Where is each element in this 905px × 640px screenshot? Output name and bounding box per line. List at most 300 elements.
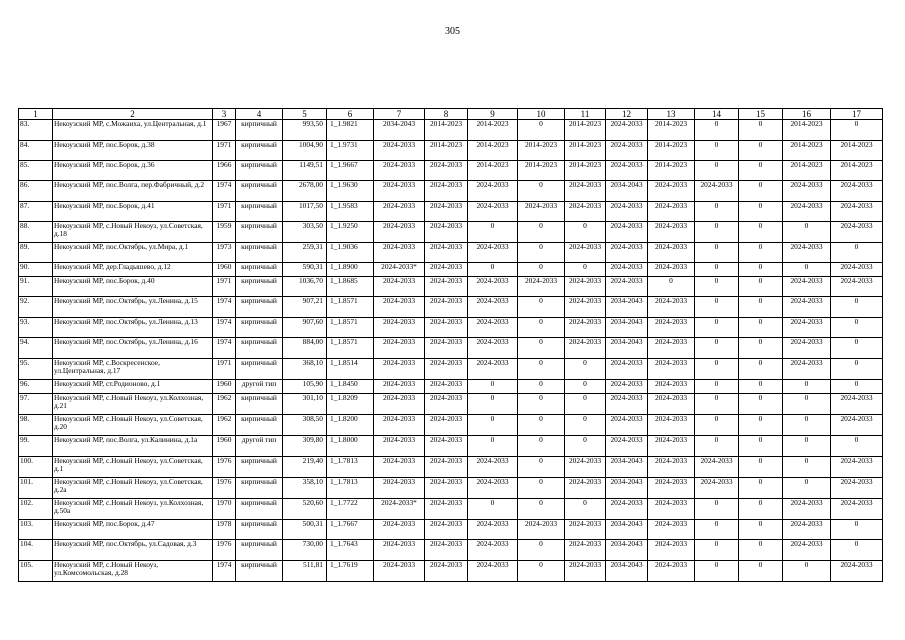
year-cell: 1976 [213,540,236,561]
period-cell-col-16: 2024-2033 [783,202,831,222]
row-number-cell: 93. [19,318,53,338]
period-cell-col-13: 2024-2033 [648,561,695,582]
period-cell-col-15: 0 [739,181,783,202]
period-cell-col-14: 0 [695,540,739,561]
row-number-cell: 99. [19,436,53,457]
wall-material-cell: кирпичный [236,161,283,181]
period-cell-col-17: 0 [831,380,883,394]
wall-material-cell: кирпичный [236,394,283,415]
row-number-cell: 102. [19,499,53,520]
table-header-row [19,109,883,120]
period-cell-col-14: 0 [695,202,739,222]
area-cell: 511,81 [283,561,327,582]
period-cell-col-14: 0 [695,297,739,318]
period-cell-col-12: 2024-2033 [606,436,648,457]
period-cell-col-11: 0 [565,359,606,380]
period-cell-col-10: 0 [518,243,565,263]
address-cell: Некоузский МР, пос.Октябрь, ул.Садовая, д.3 [53,540,213,561]
period-cell-col-15: 0 [739,202,783,222]
period-cell-col-15: 0 [739,394,783,415]
priority-index-cell: 1_1.8571 [327,318,374,338]
priority-index-cell: 1_1.9583 [327,202,374,222]
area-cell: 730,00 [283,540,327,561]
period-cell-col-16: 2024-2033 [783,338,831,359]
period-cell-col-12: 2034-2043 [606,561,648,582]
period-cell-col-16: 2024-2033 [783,318,831,338]
period-cell-col-15: 0 [739,263,783,277]
address-cell: Некоузский МР, дер.Гладышево, д.12 [53,263,213,277]
table-row [19,222,883,243]
period-cell-col-17: 2024-2033 [831,478,883,499]
period-cell-col-12: 2024-2033 [606,141,648,161]
area-cell: 993,50 [283,120,327,141]
period-cell-col-13: 2024-2033 [648,222,695,243]
column-header-3: 3 [213,109,236,120]
priority-index-cell: 1_1.8514 [327,359,374,380]
period-cell-col-11: 2024-2033 [565,202,606,222]
period-cell-col-11: 0 [565,436,606,457]
priority-index-cell: 1_1.7643 [327,540,374,561]
period-cell-col-17: 2024-2033 [831,222,883,243]
period-cell-col-17: 0 [831,540,883,561]
period-cell-col-10: 0 [518,263,565,277]
period-cell-col-16: 2024-2033 [783,359,831,380]
priority-index-cell: 1_1.9250 [327,222,374,243]
period-cell-col-12: 2024-2033 [606,499,648,520]
period-cell-col-10: 0 [518,561,565,582]
row-number-cell: 90. [19,263,53,277]
period-cell-col-13: 2024-2033 [648,457,695,478]
period-cell-col-7: 2024-2033 [374,222,425,243]
year-cell: 1960 [213,436,236,457]
column-header-4: 4 [236,109,283,120]
period-cell-col-7: 2024-2033 [374,380,425,394]
wall-material-cell: кирпичный [236,277,283,297]
area-cell: 500,31 [283,520,327,540]
period-cell-col-17: 2024-2033 [831,561,883,582]
address-cell: Некоузский МР, пос.Волга, пер.Фабричный, д.2 [53,181,213,202]
period-cell-col-8: 2024-2033 [425,499,468,520]
period-cell-col-11: 2014-2023 [565,120,606,141]
area-cell: 1149,51 [283,161,327,181]
period-cell-col-8: 2024-2033 [425,394,468,415]
area-cell: 1004,90 [283,141,327,161]
period-cell-col-7: 2024-2033 [374,243,425,263]
column-header-10: 10 [518,109,565,120]
period-cell-col-7: 2024-2033* [374,499,425,520]
period-cell-col-13: 2024-2033 [648,243,695,263]
priority-index-cell: 1_1.7813 [327,478,374,499]
table-row [19,478,883,499]
period-cell-col-16: 0 [783,380,831,394]
year-cell: 1971 [213,202,236,222]
period-cell-col-7: 2024-2033 [374,540,425,561]
period-cell-col-7: 2024-2033 [374,478,425,499]
address-cell: Некоузский МР, пос.Волга, ул.Калинина, д.1а [53,436,213,457]
period-cell-col-9: 2014-2023 [468,161,518,181]
period-cell-col-13: 2024-2033 [648,318,695,338]
period-cell-col-12: 2024-2033 [606,120,648,141]
period-cell-col-16: 2014-2023 [783,120,831,141]
period-cell-col-11: 2024-2033 [565,561,606,582]
period-cell-col-17: 0 [831,243,883,263]
period-cell-col-15: 0 [739,520,783,540]
row-number-cell: 83. [19,120,53,141]
period-cell-col-11: 2024-2033 [565,338,606,359]
period-cell-col-13: 2024-2033 [648,181,695,202]
period-cell-col-10: 2024-2033 [518,520,565,540]
period-cell-col-8: 2014-2023 [425,141,468,161]
area-cell: 1036,70 [283,277,327,297]
period-cell-col-10: 0 [518,359,565,380]
period-cell-col-16: 2024-2033 [783,243,831,263]
row-number-cell: 95. [19,359,53,380]
period-cell-col-16: 0 [783,436,831,457]
column-header-2: 2 [53,109,213,120]
period-cell-col-10: 2014-2023 [518,141,565,161]
period-cell-col-15: 0 [739,415,783,436]
priority-index-cell: 1_1.8200 [327,415,374,436]
year-cell: 1962 [213,415,236,436]
period-cell-col-8: 2024-2033 [425,181,468,202]
period-cell-col-16: 0 [783,561,831,582]
period-cell-col-10: 0 [518,540,565,561]
priority-index-cell: 1_1.8685 [327,277,374,297]
wall-material-cell: другой тип [236,436,283,457]
period-cell-col-11: 0 [565,415,606,436]
period-cell-col-12: 2034-2043 [606,318,648,338]
area-cell: 520,60 [283,499,327,520]
row-number-cell: 100. [19,457,53,478]
period-cell-col-11: 2024-2033 [565,181,606,202]
table-row [19,338,883,359]
row-number-cell: 94. [19,338,53,359]
wall-material-cell: кирпичный [236,243,283,263]
period-cell-col-10: 0 [518,297,565,318]
column-header-6: 6 [327,109,374,120]
priority-index-cell: 1_1.7722 [327,499,374,520]
period-cell-col-9: 2024-2033 [468,540,518,561]
period-cell-col-17: 2024-2033 [831,415,883,436]
period-cell-col-11: 0 [565,222,606,243]
period-cell-col-12: 2024-2033 [606,277,648,297]
period-cell-col-17: 2024-2033 [831,263,883,277]
period-cell-col-11: 2024-2033 [565,540,606,561]
wall-material-cell: кирпичный [236,338,283,359]
wall-material-cell: кирпичный [236,318,283,338]
period-cell-col-9: 2024-2033 [468,181,518,202]
period-cell-col-13: 2024-2033 [648,436,695,457]
period-cell-col-16: 2024-2033 [783,277,831,297]
period-cell-col-7: 2024-2033 [374,561,425,582]
column-header-17: 17 [831,109,883,120]
year-cell: 1971 [213,359,236,380]
period-cell-col-15: 0 [739,338,783,359]
period-cell-col-12: 2034-2043 [606,457,648,478]
period-cell-col-13: 2024-2033 [648,297,695,318]
period-cell-col-15: 0 [739,277,783,297]
address-cell: Некоузский МР, ст.Родионово, д.1 [53,380,213,394]
year-cell: 1970 [213,499,236,520]
table-row [19,359,883,380]
table-row [19,277,883,297]
column-header-1: 1 [19,109,53,120]
period-cell-col-9: 2024-2033 [468,318,518,338]
period-cell-col-9: 0 [468,380,518,394]
period-cell-col-17: 0 [831,359,883,380]
period-cell-col-14: 0 [695,120,739,141]
period-cell-col-9: 2024-2033 [468,297,518,318]
period-cell-col-17: 2024-2033 [831,277,883,297]
period-cell-col-9: 0 [468,394,518,415]
period-cell-col-8: 2024-2033 [425,297,468,318]
column-header-7: 7 [374,109,425,120]
period-cell-col-9: 2024-2033 [468,277,518,297]
period-cell-col-12: 2034-2043 [606,297,648,318]
period-cell-col-11: 2024-2033 [565,520,606,540]
period-cell-col-12: 2034-2043 [606,338,648,359]
period-cell-col-10: 0 [518,415,565,436]
area-cell: 1017,50 [283,202,327,222]
period-cell-col-10: 0 [518,394,565,415]
year-cell: 1967 [213,120,236,141]
year-cell: 1960 [213,380,236,394]
period-cell-col-15: 0 [739,120,783,141]
wall-material-cell: кирпичный [236,141,283,161]
area-cell: 308,50 [283,415,327,436]
period-cell-col-9: 2024-2033 [468,243,518,263]
period-cell-col-8: 2024-2033 [425,478,468,499]
address-cell: Некоузский МР, с.Новый Некоуз, ул.Колхозная, д.21 [53,394,213,415]
address-cell: Некоузский МР, с.Новый Некоуз, ул.Советская, д.20 [53,415,213,436]
period-cell-col-8: 2014-2023 [425,120,468,141]
period-cell-col-11: 2014-2023 [565,141,606,161]
wall-material-cell: кирпичный [236,478,283,499]
period-cell-col-17: 2024-2033 [831,457,883,478]
period-cell-col-17: 0 [831,120,883,141]
priority-index-cell: 1_1.8571 [327,297,374,318]
period-cell-col-8: 2024-2033 [425,520,468,540]
period-cell-col-15: 0 [739,457,783,478]
table-row [19,520,883,540]
period-cell-col-13: 2014-2023 [648,161,695,181]
address-cell: Некоузский МР, пос.Борок, д.41 [53,202,213,222]
period-cell-col-14: 0 [695,520,739,540]
period-cell-col-13: 2014-2023 [648,141,695,161]
table-row [19,380,883,394]
address-cell: Некоузский МР, пос.Октябрь, ул.Ленина, д.16 [53,338,213,359]
period-cell-col-13: 2024-2033 [648,394,695,415]
period-cell-col-14: 0 [695,243,739,263]
area-cell: 219,40 [283,457,327,478]
wall-material-cell: кирпичный [236,120,283,141]
period-cell-col-14: 0 [695,263,739,277]
period-cell-col-14: 0 [695,359,739,380]
priority-index-cell: 1_1.9667 [327,161,374,181]
priority-index-cell: 1_1.8450 [327,380,374,394]
period-cell-col-8: 2024-2033 [425,277,468,297]
wall-material-cell: кирпичный [236,457,283,478]
period-cell-col-10: 0 [518,222,565,243]
address-cell: Некоузский МР, пос.Октябрь, ул.Мира, д.1 [53,243,213,263]
page-number: 305 [445,26,460,37]
period-cell-col-12: 2024-2033 [606,243,648,263]
year-cell: 1974 [213,297,236,318]
period-cell-col-17: 2024-2033 [831,181,883,202]
priority-index-cell: 1_1.8000 [327,436,374,457]
row-number-cell: 84. [19,141,53,161]
period-cell-col-13: 2024-2033 [648,499,695,520]
table-row [19,540,883,561]
period-cell-col-7: 2024-2033 [374,318,425,338]
table-row [19,202,883,222]
period-cell-col-7: 2024-2033 [374,181,425,202]
period-cell-col-13: 2024-2033 [648,338,695,359]
year-cell: 1962 [213,394,236,415]
wall-material-cell: кирпичный [236,520,283,540]
period-cell-col-14: 2024-2033 [695,181,739,202]
period-cell-col-10: 0 [518,457,565,478]
column-header-15: 15 [739,109,783,120]
address-cell: Некоузский МР, с.Новый Некоуз, ул.Колхозная, д.50а [53,499,213,520]
column-header-9: 9 [468,109,518,120]
period-cell-col-11: 2014-2023 [565,161,606,181]
period-cell-col-12: 2034-2043 [606,181,648,202]
column-header-8: 8 [425,109,468,120]
period-cell-col-12: 2024-2033 [606,394,648,415]
area-cell: 590,31 [283,263,327,277]
year-cell: 1959 [213,222,236,243]
period-cell-col-15: 0 [739,436,783,457]
period-cell-col-11: 0 [565,394,606,415]
year-cell: 1973 [213,243,236,263]
period-cell-col-7: 2024-2033 [374,415,425,436]
period-cell-col-9: 0 [468,222,518,243]
period-cell-col-14: 0 [695,561,739,582]
period-cell-col-12: 2034-2043 [606,520,648,540]
period-cell-col-9: 2024-2033 [468,561,518,582]
period-cell-col-8: 2024-2033 [425,415,468,436]
year-cell: 1971 [213,141,236,161]
year-cell: 1971 [213,277,236,297]
period-cell-col-15: 0 [739,222,783,243]
row-number-cell: 89. [19,243,53,263]
table-row [19,243,883,263]
period-cell-col-8: 2024-2033 [425,161,468,181]
year-cell: 1974 [213,561,236,582]
period-cell-col-16: 2014-2023 [783,141,831,161]
area-cell: 884,00 [283,338,327,359]
period-cell-col-7: 2024-2033 [374,520,425,540]
period-cell-col-7: 2024-2033* [374,263,425,277]
period-cell-col-9: 2024-2033 [468,202,518,222]
period-cell-col-16: 0 [783,394,831,415]
period-cell-col-14: 0 [695,277,739,297]
period-cell-col-8: 2024-2033 [425,436,468,457]
period-cell-col-16: 2024-2033 [783,297,831,318]
period-cell-col-10: 0 [518,499,565,520]
period-cell-col-15: 0 [739,359,783,380]
period-cell-col-14: 0 [695,436,739,457]
period-cell-col-7: 2024-2033 [374,297,425,318]
period-cell-col-12: 2034-2043 [606,540,648,561]
wall-material-cell: кирпичный [236,561,283,582]
area-cell: 105,90 [283,380,327,394]
period-cell-col-9: 2024-2033 [468,338,518,359]
table-row [19,561,883,582]
period-cell-col-14: 0 [695,338,739,359]
period-cell-col-7: 2024-2033 [374,338,425,359]
period-cell-col-15: 0 [739,318,783,338]
period-cell-col-16: 2024-2033 [783,540,831,561]
column-header-12: 12 [606,109,648,120]
table-row [19,263,883,277]
period-cell-col-8: 2024-2033 [425,263,468,277]
period-cell-col-14: 0 [695,380,739,394]
period-cell-col-13: 2024-2033 [648,263,695,277]
period-cell-col-9: 2024-2033 [468,520,518,540]
priority-index-cell: 1_1.9036 [327,243,374,263]
period-cell-col-7: 2024-2033 [374,141,425,161]
period-cell-col-8: 2024-2033 [425,457,468,478]
address-cell: Некоузский МР, пос.Борок, д.36 [53,161,213,181]
wall-material-cell: кирпичный [236,222,283,243]
period-cell-col-14: 0 [695,318,739,338]
period-cell-col-7: 2024-2033 [374,202,425,222]
wall-material-cell: кирпичный [236,415,283,436]
row-number-cell: 87. [19,202,53,222]
period-cell-col-9: 0 [468,499,518,520]
period-cell-col-17: 2024-2033 [831,394,883,415]
row-number-cell: 105. [19,561,53,582]
period-cell-col-12: 2024-2033 [606,202,648,222]
table-body [19,120,883,582]
area-cell: 907,21 [283,297,327,318]
period-cell-col-13: 2024-2033 [648,380,695,394]
period-cell-col-14: 0 [695,161,739,181]
period-cell-col-8: 2024-2033 [425,222,468,243]
period-cell-col-16: 0 [783,263,831,277]
priority-index-cell: 1_1.7667 [327,520,374,540]
period-cell-col-14: 0 [695,415,739,436]
area-cell: 2678,00 [283,181,327,202]
column-header-16: 16 [783,109,831,120]
table-row [19,181,883,202]
period-cell-col-17: 2024-2033 [831,202,883,222]
priority-index-cell: 1_1.7619 [327,561,374,582]
area-cell: 303,50 [283,222,327,243]
period-cell-col-11: 0 [565,263,606,277]
wall-material-cell: кирпичный [236,263,283,277]
address-cell: Некоузский МР, с.Новый Некоуз, ул.Комсомольская, д.28 [53,561,213,582]
period-cell-col-9: 2024-2033 [468,457,518,478]
table-row [19,457,883,478]
row-number-cell: 98. [19,415,53,436]
period-cell-col-11: 2024-2033 [565,243,606,263]
row-number-cell: 104. [19,540,53,561]
period-cell-col-13: 0 [648,277,695,297]
period-cell-col-8: 2024-2033 [425,540,468,561]
area-cell: 259,31 [283,243,327,263]
period-cell-col-7: 2024-2033 [374,277,425,297]
priority-index-cell: 1_1.7813 [327,457,374,478]
table-row [19,297,883,318]
area-cell: 358,10 [283,478,327,499]
period-cell-col-7: 2024-2033 [374,436,425,457]
period-cell-col-17: 0 [831,436,883,457]
address-cell: Некоузский МР, пос.Борок, д.40 [53,277,213,297]
row-number-cell: 97. [19,394,53,415]
